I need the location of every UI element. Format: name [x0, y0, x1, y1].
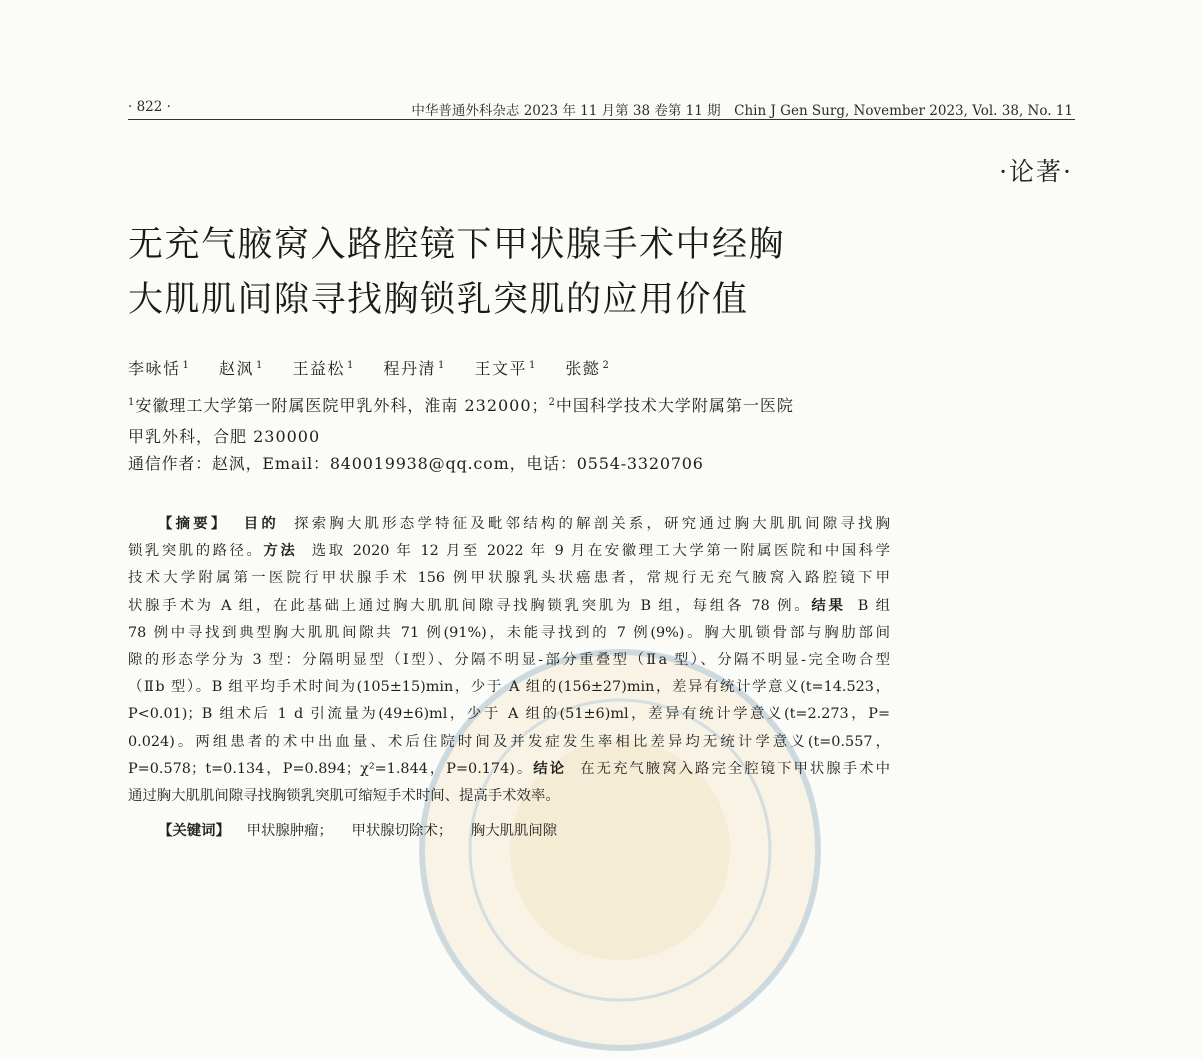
author-name: 赵沨	[218, 359, 254, 378]
keyword: 胸大肌肌间隙	[470, 823, 558, 839]
affiliation-mark: 2	[548, 397, 556, 408]
abstract	[128, 511, 890, 810]
author	[383, 359, 445, 378]
abstract-line: 隙的形态学分为 3 型：分隔明显型（Ⅰ型）、分隔不明显-部分重叠型（Ⅱa 型）、分隔不明显-完全吻合型	[128, 651, 890, 668]
affiliation-line-2: 甲乳外科，合肥 230000	[128, 427, 321, 446]
abstract-label: 【摘要】	[158, 516, 229, 532]
page-number: · 822 ·	[128, 99, 171, 115]
abstract-line	[128, 538, 890, 565]
author-affiliation-mark: 1	[256, 360, 264, 371]
author	[474, 359, 536, 378]
abstract-text: 状腺手术为 A 组，在此基础上通过胸大肌肌间隙寻找胸锁乳突肌为 B 组，每组各 78 例。	[128, 597, 812, 614]
affiliation-mark: 1	[128, 397, 136, 408]
author-name: 王益松	[292, 359, 345, 378]
title-line-2: 大肌肌间隙寻找胸锁乳突肌的应用价值	[128, 280, 749, 320]
author-affiliation-mark: 1	[346, 360, 355, 371]
section-label: ·论著·	[999, 157, 1073, 186]
author-affiliation-mark: 1	[528, 360, 537, 371]
corresponding-author: 通信作者：赵沨，Email：840019938@qq.com，电话：0554-3320706	[128, 454, 704, 473]
abstract-line: 技术大学附属第一医院行甲状腺手术 156 例甲状腺乳头状癌患者，常规行无充气腋窝入路腔镜下甲	[128, 570, 890, 587]
abstract-line	[128, 593, 890, 620]
abstract-line: P<0.01)；B 组术后 1 d 引流量为(49±6)ml，少于 A 组的(51±6)ml，差异有统计学意义(t=2.273，P=	[128, 706, 890, 723]
author-name: 张懿	[565, 359, 601, 378]
abstract-line	[128, 756, 890, 783]
author	[219, 359, 264, 378]
abstract-text: 探索胸大肌形态学特征及毗邻结构的解剖关系，研究通过胸大肌肌间隙寻找胸	[290, 516, 890, 532]
keyword: 甲状腺肿瘤；	[246, 823, 333, 839]
author-list	[128, 356, 632, 379]
affiliation-line-1	[128, 387, 898, 421]
abstract-text: B 组	[857, 597, 890, 614]
author-affiliation-mark: 2	[602, 360, 611, 371]
affiliation-text: 中国科学技术大学附属第一医院	[555, 396, 794, 415]
conclusion-label: 结论	[533, 760, 567, 777]
abstract-text: P=0.578；t=0.134，P=0.894；χ²=1.844，P=0.174)。	[128, 760, 534, 777]
affiliation-text: 安徽理工大学第一附属医院甲乳外科，淮南 232000；	[135, 396, 549, 415]
objective-label: 目的	[240, 516, 279, 532]
abstract-line: 78 例中寻找到典型胸大肌肌间隙共 71 例(91%)，未能寻找到的 7 例(9%)。胸大肌锁骨部与胸肋部间	[128, 624, 890, 641]
author	[128, 359, 190, 378]
results-label: 结果	[811, 597, 846, 614]
author-name: 程丹清	[383, 359, 436, 378]
methods-label: 方法	[263, 543, 298, 560]
author-affiliation-mark: 1	[437, 360, 446, 371]
author-name: 王文平	[474, 359, 527, 378]
journal-citation-line: 中华普通外科杂志 2023 年 11 月第 38 卷第 11 期 Chin J Gen Surg, November 2023, Vol. 38, No. 11	[411, 103, 1073, 119]
author-affiliation-mark: 1	[182, 360, 191, 371]
abstract-line: （Ⅱb 型）。B 组平均手术时间为(105±15)min，少于 A 组的(156±27)min，差异有统计学意义(t=14.523，	[128, 679, 890, 696]
keywords-label: 【关键词】	[158, 823, 230, 839]
keyword: 甲状腺切除术；	[351, 823, 453, 839]
abstract-text: 锁乳突肌的路径。	[128, 543, 264, 560]
abstract-text: 选取 2020 年 12 月至 2022 年 9 月在安徽理工大学第一附属医院和中国科学	[309, 543, 890, 560]
author	[292, 359, 354, 378]
article-title	[128, 218, 928, 328]
title-line-1: 无充气腋窝入路腔镜下甲状腺手术中经胸	[128, 225, 786, 265]
abstract-line: 通过胸大肌肌间隙寻找胸锁乳突肌可缩短手术时间、提高手术效率。	[128, 787, 560, 804]
abstract-line	[128, 511, 890, 538]
abstract-text: 在无充气腋窝入路完全腔镜下甲状腺手术中	[578, 760, 890, 777]
affiliations	[128, 387, 898, 452]
author-name: 李咏恬	[128, 359, 181, 378]
abstract-line: 0.024)。两组患者的术中出血量、术后住院时间及并发症发生率相比差异均无统计学意义(t=0.557，	[128, 733, 890, 750]
running-header	[128, 97, 1075, 120]
keywords	[158, 819, 571, 840]
author	[565, 359, 610, 378]
